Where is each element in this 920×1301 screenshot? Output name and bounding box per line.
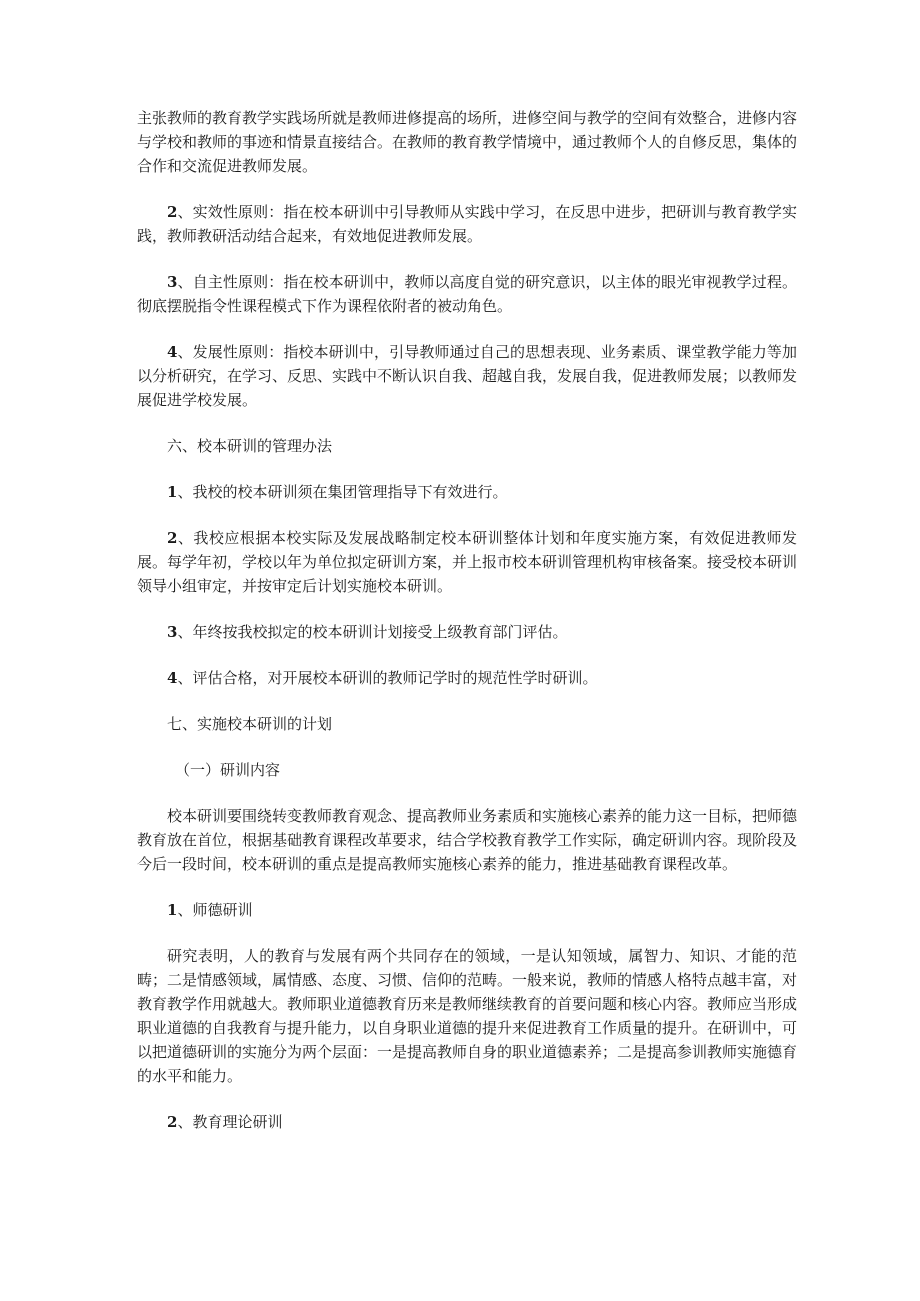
- principle-effectiveness: 2、实效性原则：指在校本研训中引导教师从实践中学习，在反思中进步，把研训与教育教学实践，教师教研活动结合起来，有效地促进教师发展。: [137, 203, 797, 245]
- paragraph-content-overview: 校本研训要围绕转变教师教育观念、提高教师业务素质和实施核心素养的能力这一目标，把师德教育放在首位，根据基础教育课程改革要求，结合学校教育教学工作实际，确定研训内容。现阶段及今后一段时间，校本研训的重点是提高教师实施核心素养的能力，推进基础教育课程改革。: [137, 807, 798, 873]
- principle-development: 4、发展性原则：指校本研训中，引导教师通过自己的思想表现、业务素质、课堂教学能力等加以分析研究，在学习、反思、实践中不断认识自我、超越自我，发展自我，促进教师发展；以教师发展促进学校发展。: [137, 343, 798, 409]
- paragraph-ethics: 研究表明，人的教育与发展有两个共同存在的领域，一是认知领域，属智力、知识、才能的范畴；二是情感领域，属情感、态度、习惯、信仰的范畴。一般来说，教师的情感人格特点越丰富，对教育教学作用就越大。教师职业道德教育历来是教师继续教育的首要问题和核心内容。教师应当形成职业道德的自我教育与提升能力，以自身职业道德的提升来促进教育工作质量的提升。在研训中，可以把道德研训的实施分为两个层面：一是提高教师自身的职业道德素养；二是提高参训教师实施德育的水平和能力。: [137, 947, 798, 1085]
- list-number: 2: [167, 203, 178, 221]
- list-number: 2: [167, 1113, 178, 1131]
- section-heading-management: 六、校本研训的管理办法: [167, 437, 333, 455]
- management-item-3: 3、年终按我校拟定的校本研训计划接受上级教育部门评估。: [167, 623, 568, 641]
- list-number: 4: [167, 343, 178, 361]
- list-number: 3: [167, 273, 178, 291]
- subsection-heading-content: （一）研训内容: [175, 761, 281, 779]
- list-number: 2: [167, 529, 178, 547]
- section-heading-plan: 七、实施校本研训的计划: [167, 715, 333, 733]
- list-number: 4: [167, 669, 178, 687]
- list-number: 3: [167, 623, 178, 641]
- management-item-1: 1、我校的校本研训须在集团管理指导下有效进行。: [167, 483, 508, 501]
- list-number: 1: [167, 901, 178, 919]
- item-heading-theory: 2、教育理论研训: [167, 1113, 283, 1131]
- document-page: [137, 106, 797, 1134]
- paragraph-intro-continuation: 主张教师的教育教学实践场所就是教师进修提高的场所，进修空间与教学的空间有效整合，进修内容与学校和教师的事迹和情景直接结合。在教师的教育教学情境中，通过教师个人的自修反思，集体的合作和交流促进教师发展。: [137, 109, 798, 175]
- item-heading-ethics: 1、师德研训: [167, 901, 253, 919]
- principle-autonomy: 3、自主性原则：指在校本研训中，教师以高度自觉的研究意识，以主体的眼光审视教学过程。彻底摆脱指令性课程模式下作为课程依附者的被动角色。: [137, 273, 797, 315]
- management-item-2: 2、我校应根据本校实际及发展战略制定校本研训整体计划和年度实施方案，有效促进教师发展。每学年初，学校以年为单位拟定研训方案，并上报市校本研训管理机构审核备案。接受校本研训领导小组审定，并按审定后计划实施校本研训。: [137, 529, 798, 595]
- list-number: 1: [167, 483, 178, 501]
- management-item-4: 4、评估合格，对开展校本研训的教师记学时的规范性学时研训。: [167, 669, 598, 687]
